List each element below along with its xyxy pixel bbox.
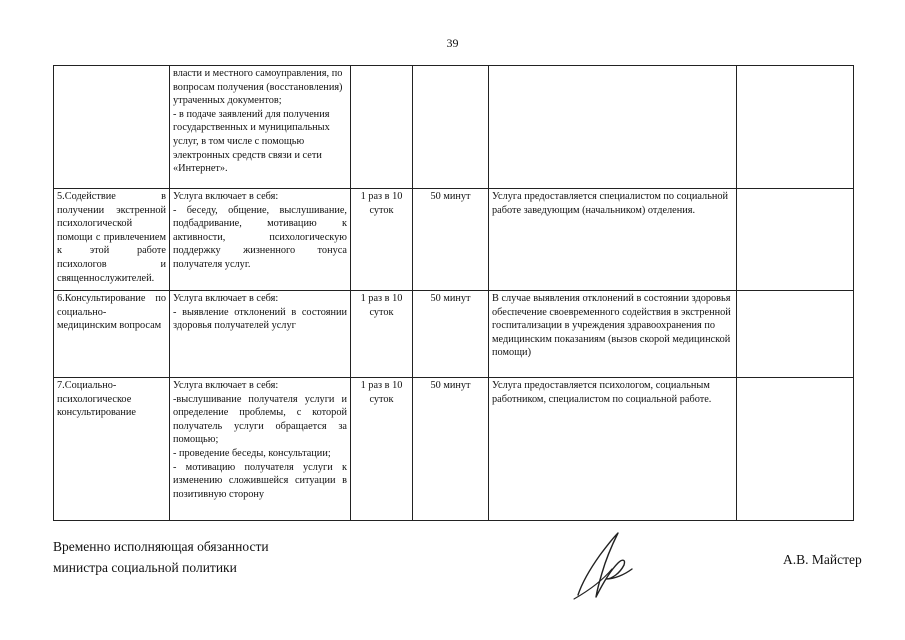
frequency-cell: 1 раз в 10 суток <box>351 291 413 378</box>
extra-cell <box>737 378 854 521</box>
frequency-cell: 1 раз в 10 суток <box>351 378 413 521</box>
duration-cell: 50 минут <box>413 378 489 521</box>
content-line: -выслушивание получателя услуги и определение проблемы, с которой получатель услуги обращается за помощью; <box>173 393 347 446</box>
table-row <box>54 378 854 521</box>
service-name-cell: 6.Консультирование по социально-медицинским вопросам <box>54 291 170 378</box>
service-content-cell <box>170 66 351 189</box>
page-number: 39 <box>446 36 459 50</box>
content-line: - выявление отклонений в состоянии здоровья получателей услуг <box>173 306 347 332</box>
content-line: власти и местного самоуправления, по вопросам получения (восстановления) утраченных документов; <box>173 68 343 107</box>
service-name-cell: 7.Социально-психологическое консультирование <box>54 378 170 521</box>
content-line: - в подаче заявлений для получения государственных и муниципальных услуг, в том числе с помощью электронных средств связи и сети «Интернет». <box>173 108 330 175</box>
extra-cell <box>737 66 854 189</box>
table-row <box>54 189 854 291</box>
position-line: министра социальной политики <box>53 560 237 575</box>
extra-cell <box>737 189 854 291</box>
conditions-cell: В случае выявления отклонений в состоянии здоровья обеспечение своевременного содействия в экстренной госпитализации в учреждения здравоохранения по медицинским показаниям (вызов скорой медицинской помощи) <box>489 291 737 378</box>
service-content-cell <box>170 189 351 291</box>
table-row <box>54 291 854 378</box>
content-line: - беседу, общение, выслушивание, подбадривание, мотивацию к активности, психологическую поддержку жизненного тонуса получателя услуг. <box>173 204 347 270</box>
signatory-position <box>53 536 269 578</box>
handwritten-signature <box>568 525 638 605</box>
service-name-cell <box>54 66 170 189</box>
content-line: Услуга включает в себя: <box>173 191 279 202</box>
content-line: - мотивацию получателя услуги к изменению сложившейся ситуации в позитивную сторону <box>173 461 347 500</box>
service-name-cell: 5.Содействие в получении экстренной психологической помощи с привлечением к этой работе психологов и священнослужителей. <box>54 189 170 291</box>
frequency-cell: 1 раз в 10 суток <box>351 189 413 291</box>
table-row <box>54 66 854 189</box>
content-line: Услуга включает в себя: <box>173 293 279 304</box>
content-line: - проведение беседы, консультации; <box>173 447 331 459</box>
conditions-cell <box>489 66 737 189</box>
conditions-cell: Услуга предоставляется психологом, социальным работником, специалистом по социальной работе. <box>489 378 737 521</box>
services-table <box>53 65 854 521</box>
duration-cell: 50 минут <box>413 189 489 291</box>
service-content-cell <box>170 291 351 378</box>
duration-cell: 50 минут <box>413 291 489 378</box>
duration-cell <box>413 66 489 189</box>
position-line: Временно исполняющая обязанности <box>53 539 269 554</box>
frequency-cell <box>351 66 413 189</box>
extra-cell <box>737 291 854 378</box>
content-line: Услуга включает в себя: <box>173 380 279 391</box>
signer-name: А.В. Майстер <box>783 552 862 567</box>
conditions-cell: Услуга предоставляется специалистом по социальной работе заведующим (начальником) отделения. <box>489 189 737 291</box>
service-content-cell <box>170 378 351 521</box>
